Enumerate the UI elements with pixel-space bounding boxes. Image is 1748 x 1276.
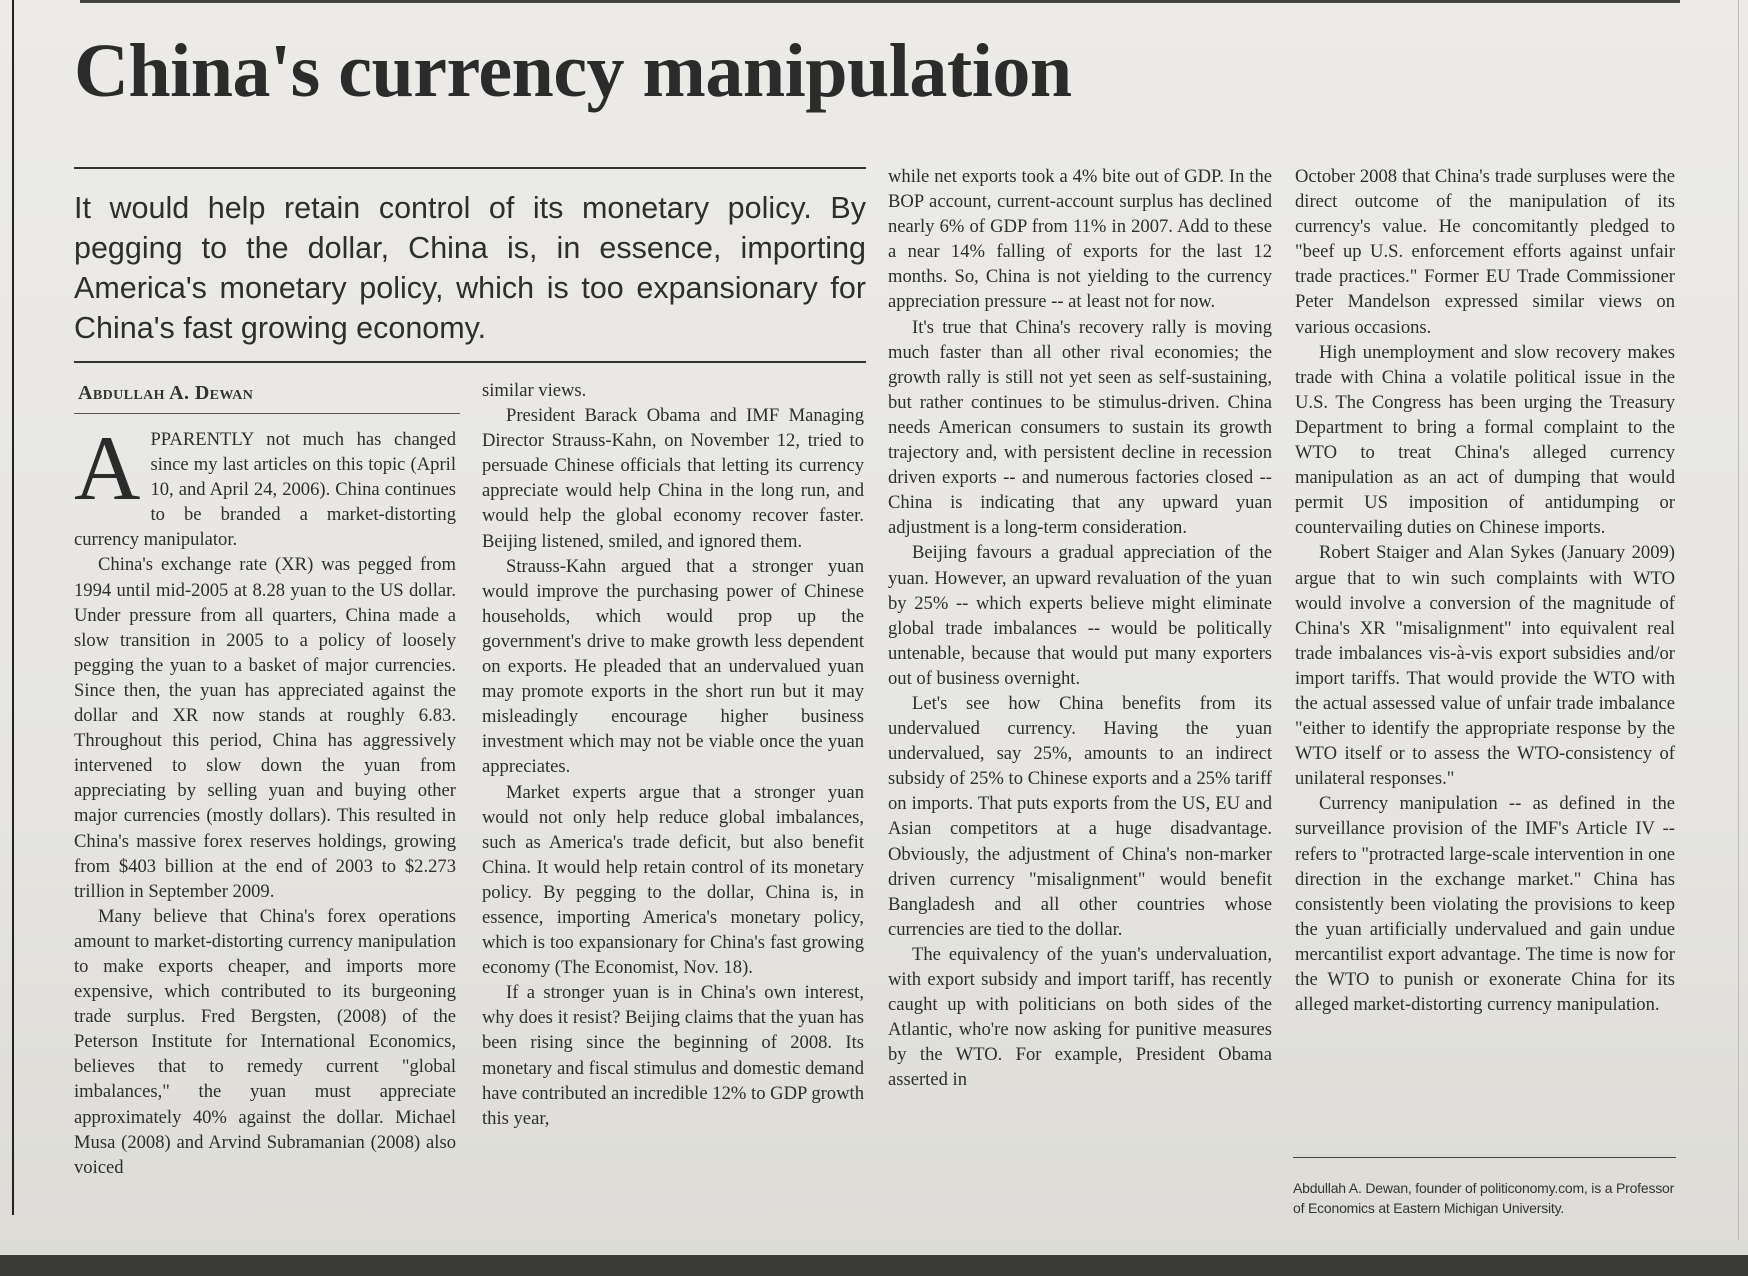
paragraph: The equivalency of the yuan's undervaluation, with export subsidy and import tariff, has recently caught up with politicians on both sides of the Atlantic, who're now asking for punitive measures by the WTO. For example, President Obama asserted in (888, 943, 1272, 1091)
article-column-2 (482, 378, 864, 1131)
byline-rule (74, 413, 460, 414)
paragraph: October 2008 that China's trade surpluses were the direct outcome of the manipulation of its currency's value. He concomitantly pledged to "beef up U.S. enforcement efforts against unfair trade practices." Former EU Trade Commissioner Peter Mandelson expressed similar views on various occasions. (1295, 166, 1675, 338)
bio-rule (1293, 1157, 1676, 1158)
paragraph: Many believe that China's forex operations amount to market-distorting currency manipulation to make exports cheaper, and imports more expensive, which contributed to its burgeoning trade surplus. Fred Bergsten, (2008) of the Peterson Institute for International Economics, believes that to remedy current "global imbalances," the yuan must appreciate approximately 40% against the dollar. Michael Musa (2008) and Arvind Subramanian (2008) also voiced (74, 905, 456, 1178)
top-rule (80, 0, 1680, 3)
paragraph: Currency manipulation -- as defined in the surveillance provision of the IMF's Article IV -- refers to "protracted large-scale intervention in one direction in the exchange market." China has consistently been violating the provisions to keep the yuan artificially undervalued and gain undue mercantilist export advantage. The time is now for the WTO to punish or exonerate China for its alleged market-distorting currency manipulation. (1295, 793, 1675, 1016)
paragraph: It's true that China's recovery rally is moving much faster than all other rival economies; the growth rally is still not yet seen as self-sustaining, but rather continues to be stimulus-driven. China needs American consumers to sustain its growth trajectory and, with persistent decline in recession driven exports -- and numerous factories closed -- China is indicating that any upward yuan adjustment is a long-term consideration. (888, 316, 1272, 539)
dropcap: A (74, 417, 141, 519)
byline: Abdullah A. Dewan (78, 382, 254, 404)
article-column-1 (74, 417, 456, 1180)
article-column-4 (1295, 164, 1675, 1017)
deck-top-rule (74, 167, 866, 169)
paragraph: Let's see how China benefits from its undervalued currency. Having the yuan undervalued, say 25%, amounts to an indirect subsidy of 25% to Chinese exports and a 25% tariff on imports. That puts exports from the US, EU and Asian competitors at a huge disadvantage. Obviously, the adjustment of China's non-marker driven currency "misalignment" would benefit Bangladesh and all other countries whose currencies are tied to the dollar. (888, 692, 1272, 940)
paragraph: Strauss-Kahn argued that a stronger yuan would improve the purchasing power of Chinese households, which would prop up the government's drive to make growth less dependent on exports. He pleaded that an undervalued yuan may promote exports in the short run but it may misleadingly encourage higher business investment which may not be viable once the yuan appreciates. (482, 555, 864, 778)
paragraph: Beijing favours a gradual appreciation of the yuan. However, an upward revaluation of the yuan by 25% -- which experts believe might eliminate global trade imbalances -- would be politically untenable, because that would put many exporters out of business overnight. (888, 542, 1272, 689)
paragraph (74, 417, 456, 552)
paragraph-text: PPARENTLY not much has changed since my last articles on this topic (April 10, and April 24, 2006). China continues to be branded a market-distorting currency manipulator. (74, 429, 456, 551)
deck-bottom-rule (74, 361, 866, 363)
paragraph: China's exchange rate (XR) was pegged from 1994 until mid-2005 at 8.28 yuan to the US dollar. Under pressure from all quarters, China made a slow transition in 2005 to a policy of loosely pegging the yuan to a basket of major currencies. Since then, the yuan has appreciated against the dollar and XR now stands at roughly 6.83. Throughout this period, China has aggressively intervened to slow down the yuan from appreciating by selling yuan and buying other major currencies (mostly dollars). This resulted in China's massive forex reserves holdings, growing from $403 billion at the end of 2003 to $2.273 trillion in September 2009. (74, 554, 456, 902)
page-bottom-edge (0, 1255, 1748, 1276)
headline: China's currency manipulation (74, 29, 1072, 113)
paragraph: similar views. (482, 380, 587, 401)
right-border-rule (1738, 0, 1739, 1240)
paragraph: High unemployment and slow recovery makes trade with China a volatile political issue in the U.S. The Congress has been urging the Treasury Department to bring a formal complaint to the WTO to treat China's alleged currency manipulation as an act of dumping that would permit US imposition of antidumping or countervailing duties on Chinese imports. (1295, 341, 1675, 539)
left-border-rule (12, 0, 14, 1215)
paragraph: Market experts argue that a stronger yuan would not only help reduce global imbalances, such as America's trade deficit, but also benefit China. It would help retain control of its monetary policy. By pegging to the dollar, China is, in essence, importing America's monetary policy, which is too expansionary for China's fast growing economy (The Economist, Nov. 18). (482, 781, 864, 979)
author-bio: Abdullah A. Dewan, founder of politiconomy.com, is a Professor of Economics at Eastern Michigan University. (1293, 1180, 1675, 1216)
deck-summary: It would help retain control of its monetary policy. By pegging to the dollar, China is, in essence, importing America's monetary policy, which is too expansionary for China's fast growing economy. (74, 191, 866, 345)
article-column-3 (888, 164, 1272, 1092)
paragraph: If a stronger yuan is in China's own interest, why does it resist? Beijing claims that the yuan has been rising since the beginning of 2008. Its monetary and fiscal stimulus and domestic demand have contributed an incredible 12% to GDP growth this year, (482, 982, 864, 1129)
paragraph: Robert Staiger and Alan Sykes (January 2009) argue that to win such complaints with WTO would involve a conversion of the magnitude of China's XR "misalignment" into equivalent real trade imbalances vis-à-vis export subsidies and/or import tariffs. That would provide the WTO with the actual assessed value of unfair trade imbalance "either to identify the appropriate response by the WTO itself or to assess the WTO-consistency of unilateral responses." (1295, 542, 1675, 790)
paragraph: President Barack Obama and IMF Managing Director Strauss-Kahn, on November 12, tried to persuade Chinese officials that letting its currency appreciate would help China in the long run, and would help the global economy recover faster. Beijing listened, smiled, and ignored them. (482, 405, 864, 552)
paragraph: while net exports took a 4% bite out of GDP. In the BOP account, current-account surplus has declined nearly 6% of GDP from 11% in 2007. Add to these a near 14% falling of exports for the last 12 months. So, China is not yielding to the currency appreciation pressure -- at least not for now. (888, 166, 1272, 313)
